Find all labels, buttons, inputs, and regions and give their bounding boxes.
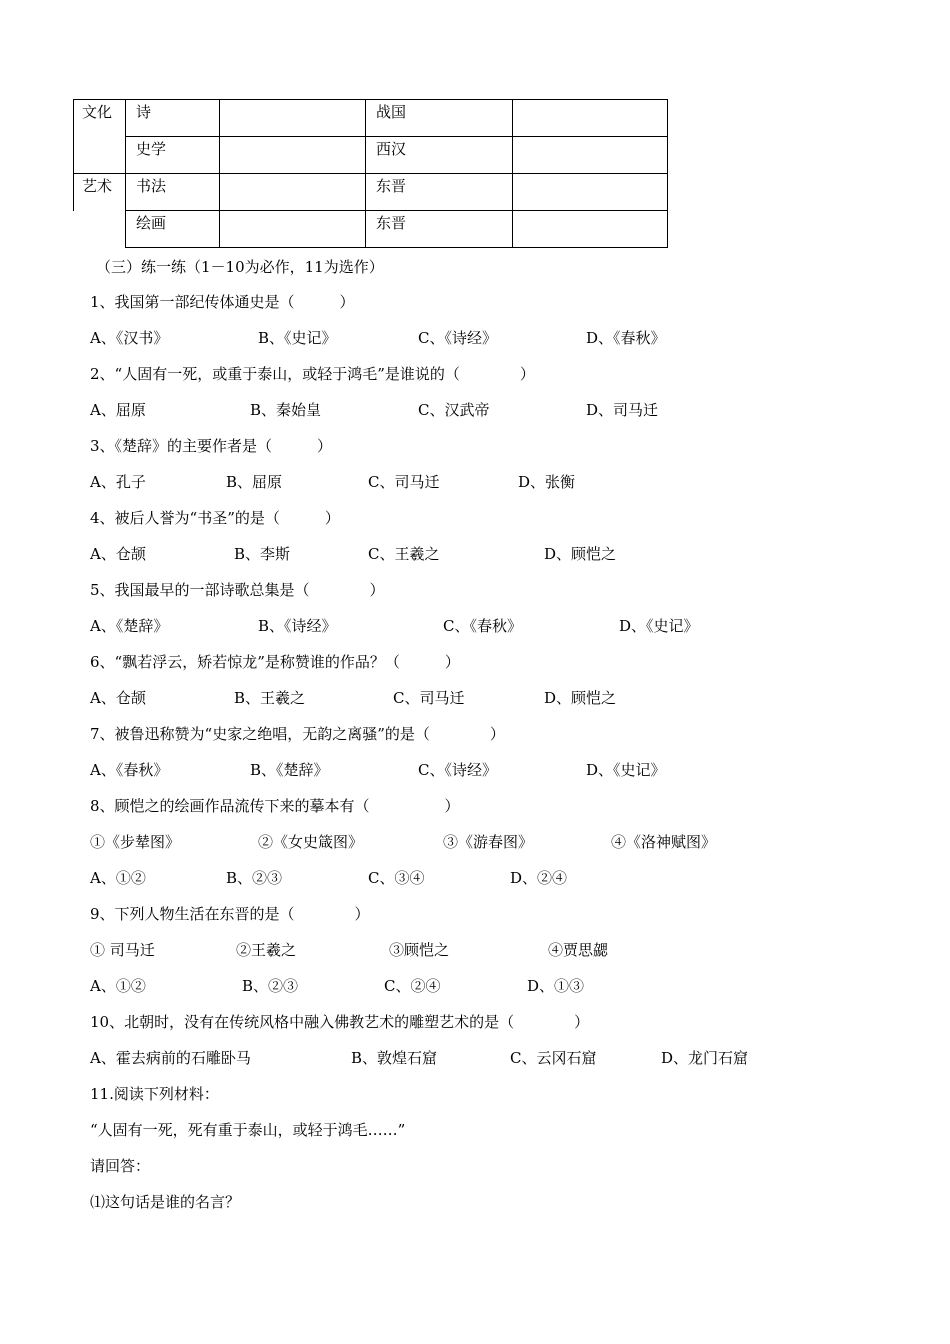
option-b: B、②③ [226,869,283,887]
option-b: B、《楚辞》 [250,761,329,779]
option-d: D、司马迁 [586,401,659,419]
option-c: C、云冈石窟 [510,1049,597,1067]
question-8: 8、顾恺之的绘画作品流传下来的摹本有（ ） [90,797,460,815]
question-9: 9、下列人物生活在东晋的是（ ） [90,905,370,923]
culture-art-table [73,99,668,248]
option-b: B、秦始皇 [250,401,322,419]
table-cell-period: 东晋 [366,211,513,248]
table-row [74,211,668,248]
option-c: C、②④ [384,977,441,995]
option-a: A、《楚辞》 [90,617,169,635]
option-c: C、《诗经》 [418,329,497,347]
option-a: A、孔子 [90,473,146,491]
question-6: 6、“飘若浮云，矫若惊龙”是称赞谁的作品？（ ） [90,653,460,671]
option-b: B、《史记》 [258,329,337,347]
table-cell-period: 战国 [366,100,513,137]
option-d: D、《史记》 [619,617,699,635]
question-11-prompt: 请回答： [90,1157,151,1175]
option-c: C、司马迁 [393,689,465,707]
question-11-intro: 11.阅读下列材料： [90,1085,219,1103]
option-a: A、①② [90,977,146,995]
table-row [74,137,668,174]
option-a: A、①② [90,869,146,887]
table-cell-blank [513,174,668,211]
table-cell-category: 文化 [74,100,126,137]
question-11-quote: “人固有一死，死有重于泰山，或轻于鸿毛……” [90,1121,406,1139]
table-cell-period: 东晋 [366,174,513,211]
option-a: A、《汉书》 [90,329,169,347]
item-3: ③《游春图》 [443,833,534,851]
option-d: D、①③ [527,977,585,995]
option-a: A、屈原 [90,401,146,419]
question-3: 3、《楚辞》的主要作者是（ ） [90,437,333,455]
option-d: D、顾恺之 [544,545,617,563]
item-2: ②王羲之 [236,941,297,959]
option-d: D、②④ [510,869,568,887]
option-a: A、仓颉 [90,689,146,707]
option-b: B、《诗经》 [258,617,337,635]
question-4: 4、被后人誉为“书圣”的是（ ） [90,509,340,527]
table-cell-category: 艺术 [74,174,126,211]
section-title: （三）练一练（1－10为必作，11为选作） [96,258,384,276]
option-b: B、敦煌石窟 [351,1049,438,1067]
option-c: C、司马迁 [368,473,440,491]
table-cell-category [74,137,126,174]
option-c: C、③④ [368,869,425,887]
option-a: A、霍去病前的石雕卧马 [90,1049,251,1067]
table-cell-field: 诗 [126,100,220,137]
item-4: ④《洛神赋图》 [611,833,717,851]
question-5: 5、我国最早的一部诗歌总集是（ ） [90,581,385,599]
option-b: B、②③ [242,977,299,995]
table-row [74,174,668,211]
table-cell-category [74,211,126,248]
option-d: D、顾恺之 [544,689,617,707]
item-4: ④贾思勰 [548,941,609,959]
option-b: B、屈原 [226,473,283,491]
item-2: ②《女史箴图》 [258,833,364,851]
item-1: ① 司马迁 [90,941,155,959]
table-cell-blank [513,137,668,174]
question-2: 2、“人固有一死，或重于泰山，或轻于鸿毛”是谁说的（ ） [90,365,535,383]
table-cell-blank [220,100,366,137]
table-cell-blank [513,100,668,137]
option-c: C、王羲之 [368,545,440,563]
option-a: A、仓颉 [90,545,146,563]
table-cell-blank [513,211,668,248]
table-row [74,100,668,137]
option-d: D、《春秋》 [586,329,666,347]
option-c: C、《诗经》 [418,761,497,779]
option-b: B、王羲之 [234,689,306,707]
item-3: ③顾恺之 [389,941,450,959]
table-cell-blank [220,174,366,211]
table-cell-blank [220,211,366,248]
option-d: D、张衡 [518,473,576,491]
question-11-sub-1: ⑴这句话是谁的名言？ [90,1193,241,1211]
option-d: D、龙门石窟 [661,1049,749,1067]
option-a: A、《春秋》 [90,761,169,779]
table-cell-field: 书法 [126,174,220,211]
option-d: D、《史记》 [586,761,666,779]
table-cell-field: 史学 [126,137,220,174]
option-b: B、李斯 [234,545,291,563]
table-cell-period: 西汉 [366,137,513,174]
question-7: 7、被鲁迅称赞为“史家之绝唱，无韵之离骚”的是（ ） [90,725,505,743]
item-1: ①《步辇图》 [90,833,181,851]
table-cell-field: 绘画 [126,211,220,248]
table-cell-blank [220,137,366,174]
question-10: 10、北朝时，没有在传统风格中融入佛教艺术的雕塑艺术的是（ ） [90,1013,590,1031]
option-c: C、汉武帝 [418,401,490,419]
question-1: 1、我国第一部纪传体通史是（ ） [90,293,355,311]
option-c: C、《春秋》 [443,617,522,635]
